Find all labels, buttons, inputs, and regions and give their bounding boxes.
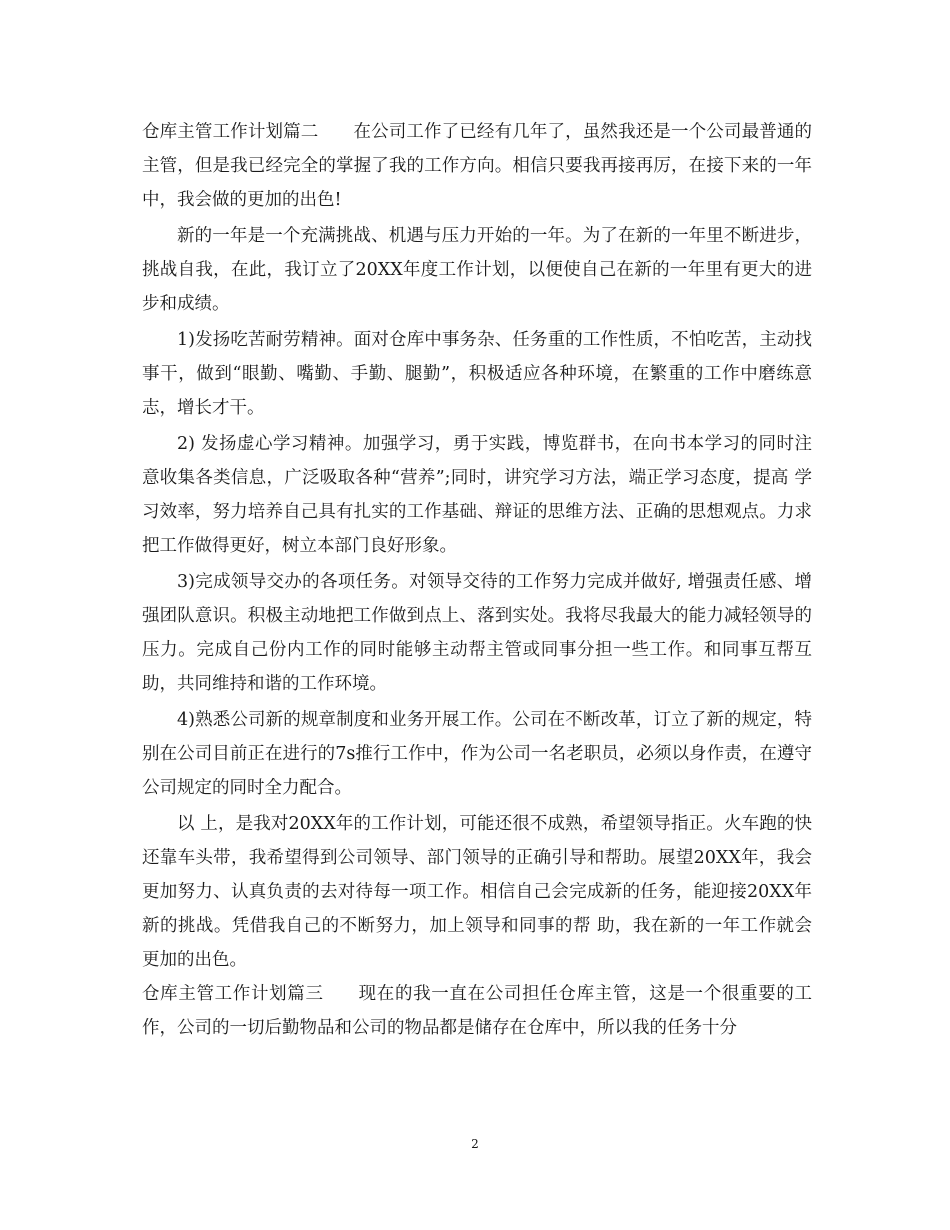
section-three-intro: 现在的我一直在公司担任仓库主管，这是一个很重要的工 作，公司的一切后勤物品和公司的物品都是储存在仓库中，所以我的任务十分 bbox=[142, 984, 813, 1038]
page-number: 2 bbox=[471, 1137, 479, 1151]
paragraph-item-4: 4)熟悉公司新的规章制度和业务开展工作。公司在不断改革，订立了新的规定，特别在公司目前正在进行的7s推行工作中，作为公司一名老职员，必须以身作责，在遵守公司规定的同时全力配合。 bbox=[142, 710, 812, 798]
section-two-heading bbox=[142, 115, 812, 217]
paragraph-item-2: 2) 发扬虚心学习精神。加强学习，勇于实践，博览群书，在向书本学习的同时注意收集各类信息，广泛吸取各种“营养”;同时，讲究学习方法，端正学习态度，提高 学习效率，努力培养自己具有扎实的工作基础、辩证的思维方法、正确的思想观点。力求把工作做得更好，树立本部门良好形象。 bbox=[142, 434, 812, 556]
section-three-heading bbox=[142, 977, 812, 1045]
section-two-title: 仓库主管工作计划篇二 bbox=[142, 122, 319, 142]
paragraph-conclusion: 以 上，是我对20XX年的工作计划，可能还很不成熟，希望领导指正。火车跑的快还靠车头带，我希望得到公司领导、部门领导的正确引导和帮助。展望20XX年，我会更加努力、认真负责的去对待每一项工作。相信自己会完成新的任务，能迎接20XX年新的挑战。凭借我自己的不断努力，加上领导和同事的帮 助，我在新的一年工作就会更加的出色。 bbox=[142, 814, 812, 970]
section-two-intro: 在公司工作了已经有几年了，虽然我还是一个公司最普通的主管，但是我已经完全的掌握了我的工作方向。相信只要我再接再厉，在接下来的一年中，我会做的更加的出色! bbox=[142, 122, 813, 210]
paragraph-item-1: 1)发扬吃苦耐劳精神。面对仓库中事务杂、任务重的工作性质，不怕吃苦，主动找事干，做到“眼勤、嘴勤、手勤、腿勤”，积极适应各种环境，在繁重的工作中磨练意志，增长才干。 bbox=[142, 330, 812, 418]
paragraph-new-year: 新的一年是一个充满挑战、机遇与压力开始的一年。为了在新的一年里不断进步，挑战自我，在此，我订立了20XX年度工作计划，以便使自己在新的一年里有更大的进步和成绩。 bbox=[142, 226, 812, 314]
paragraph-item-3: 3)完成领导交办的各项任务。对领导交待的工作努力完成并做好, 增强责任感、增强团队意识。积极主动地把工作做到点上、落到实处。我将尽我最大的能力减轻领导的压力。完成自己份内工作的同时能够主动帮主管或同事分担一些工作。和同事互帮互助，共同维持和谐的工作环境。 bbox=[142, 572, 812, 694]
section-three-title: 仓库主管工作计划篇三 bbox=[142, 984, 324, 1004]
document-body bbox=[142, 115, 812, 1045]
